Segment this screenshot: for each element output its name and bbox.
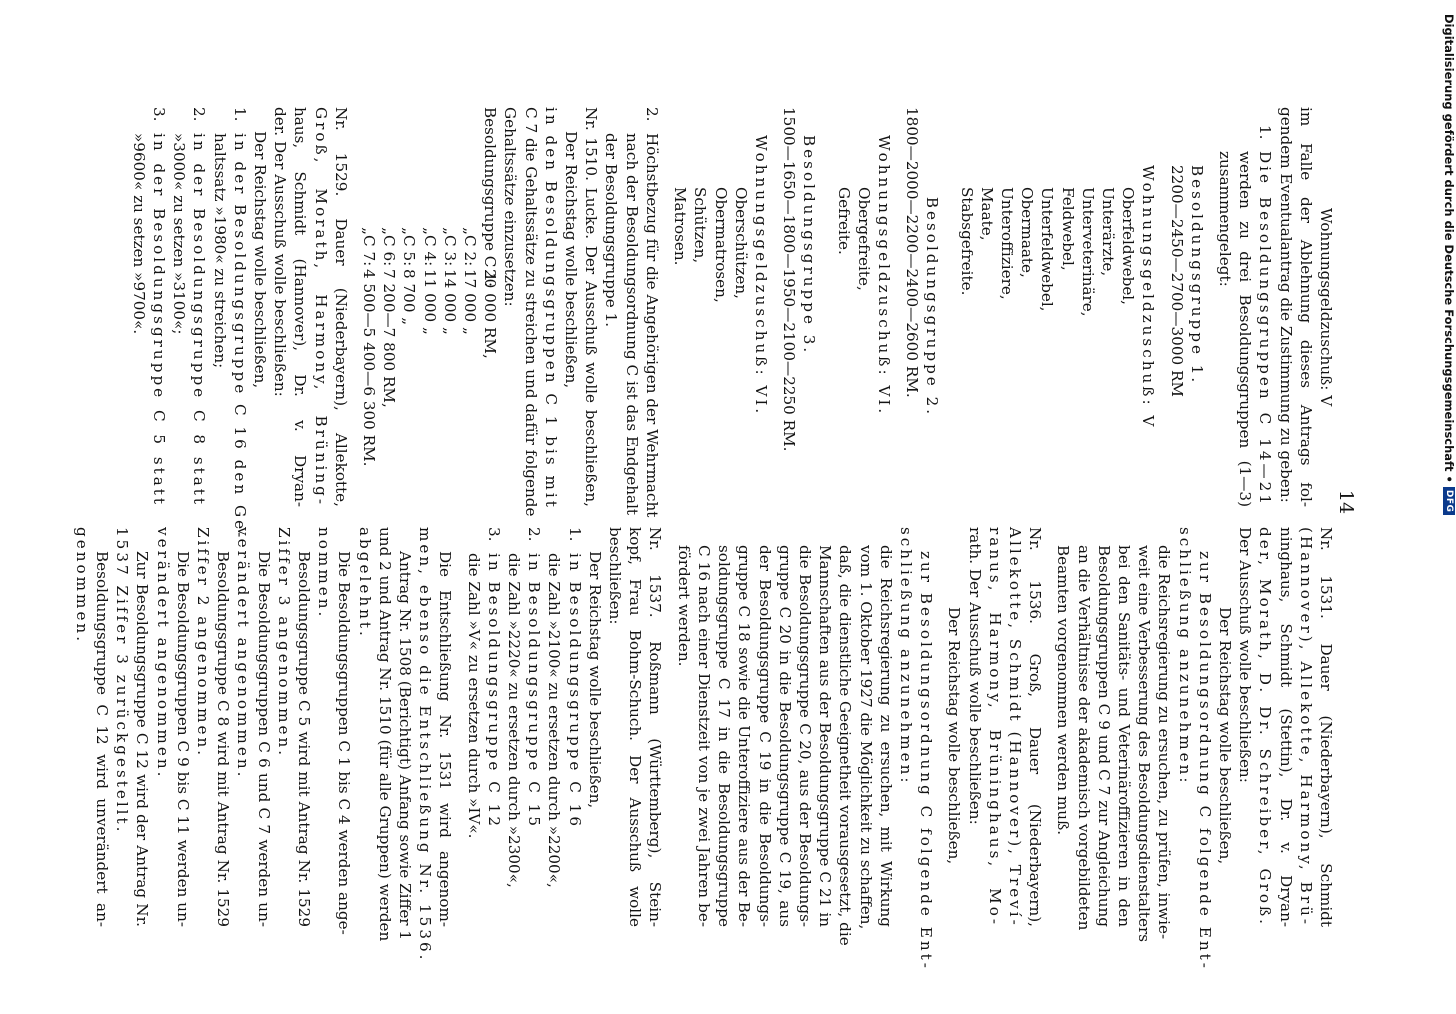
decision-line: verändert angenommen. xyxy=(153,527,172,780)
rank: Oberschützen, xyxy=(731,187,750,299)
body-line: Beamten vorgenommen werden muß. xyxy=(1054,545,1073,836)
body-line: daß, die dienstliche Geeignetheit vorausgesetzt, die xyxy=(836,545,855,946)
item-number: 1. xyxy=(565,527,584,542)
body-line: an die Verhältnisse der akademisch vorgebildeten xyxy=(1074,545,1093,931)
item-1-line-3: zusammengelegt: xyxy=(1215,151,1234,287)
rank: Obermatrosen, xyxy=(711,187,730,303)
body-line: die Besoldungsgruppe C 20, aus der Besoldungs- xyxy=(795,545,814,927)
nr1536-reichstag: Der Reichstag wolle beschließen, xyxy=(945,607,964,865)
body-line: Besoldungsgruppen C 9 und C 7 zur Angleichung xyxy=(1094,545,1113,927)
item-number: 2. xyxy=(525,527,544,542)
ctab-value: 8 700 „ xyxy=(400,269,419,326)
nr1536-line-2: Allekotte, Schmidt (Hannover), Treví- xyxy=(1005,527,1024,928)
nr1537-item-2 xyxy=(504,527,544,927)
bg2-wgz: Wohnungsgeldzuschuß: VI. xyxy=(874,135,893,417)
nr1536-zur-1: zur Besoldungsordnung C folgende Ent- xyxy=(917,551,936,971)
ctab-label: „ xyxy=(420,227,439,235)
item-1-line-2: werden zu drei Besoldungsgruppen (1—3) xyxy=(1236,151,1255,507)
decision xyxy=(152,527,192,927)
nr1531-line-5: Der Ausschuß wolle beschließen: xyxy=(1236,527,1255,783)
nr1536-line-4: rath. Der Ausschuß wolle beschließen: xyxy=(965,527,984,825)
wohnungsgeld-v: Wohnungsgeldzuschuß: V xyxy=(1317,207,1335,407)
body-line: gruppe C 20 in die Besoldungsgruppe C 19, aus xyxy=(775,545,794,927)
decision-line: Ziffer 2 angenommen. xyxy=(194,527,213,759)
nr1536-line-3: ranus, Harmony, Brüninghaus, Mo- xyxy=(985,527,1004,927)
nr1531-line-1: Nr. 1531. Dauer (Niederbayern), Schmidt xyxy=(1317,527,1335,927)
ctab-value: 4 500—5 400—6 300 RM. xyxy=(360,269,379,467)
decision xyxy=(354,527,415,942)
ctab-label: „ xyxy=(400,227,419,235)
ctab-label: „ xyxy=(461,227,480,235)
ctab-label: „ xyxy=(360,227,379,235)
body-line: fördert werden. xyxy=(674,545,693,667)
rank: Stabsgefreite. xyxy=(957,187,976,296)
item-number: 3. xyxy=(484,527,503,542)
ctab-group: C 3: xyxy=(440,235,459,267)
bg2-ranks xyxy=(833,107,873,507)
ctab-group: C 6: xyxy=(380,235,399,267)
ctab-label: „ xyxy=(440,227,459,235)
nr1529-line-1: Nr. 1529. Dauer (Niederbayern), Allekotte, xyxy=(331,107,350,507)
bg1-wgz: Wohnungsgeldzuschuß: V xyxy=(1139,165,1158,430)
decision-line: verändert angenommen. xyxy=(234,527,253,780)
body-line: der Besoldungsgruppe C 19 in die Besoldungs- xyxy=(755,545,774,927)
nr1536-line-1: Nr. 1536. Groß, Dauer (Niederbayern), xyxy=(1026,527,1045,927)
decision-line: Besoldungsgruppe C 12 wird unverändert an- xyxy=(93,551,112,927)
decision-line: 1537 Ziffer 3 zurückgestellt. xyxy=(113,527,132,835)
item-line: die Zahl »V« zu ersetzen durch »IV«. xyxy=(464,553,483,839)
decision xyxy=(233,527,273,927)
body-line: vom 1. Oktober 1927 die Möglichkeit zu schaffen, xyxy=(856,545,875,930)
nr1531-zur-1: zur Besoldungsordnung C folgende Ent- xyxy=(1195,551,1214,971)
item-2-line-2: nach der Besoldungsordnung C ist das Endgehalt xyxy=(622,133,641,516)
rank: Unteroffiziere, xyxy=(997,187,1016,300)
item-line: »9600« zu setzen »9700«. xyxy=(129,133,148,335)
decision-line: Die Besoldungsgruppen C 9 bis C 11 werden un- xyxy=(173,551,192,927)
nr1531-reichstag: Der Reichstag wolle beschließen, xyxy=(1215,607,1234,865)
body-line: die Reichsregierung zu ersuchen, mit Wirkung xyxy=(876,545,895,927)
nr1531-line-4: der, Morath, D. Dr. Schreiber, Groß. xyxy=(1256,527,1275,927)
nr1531-line-2: (Hannover), Allekotte, Harmony, Brü- xyxy=(1296,527,1315,927)
ctab-group: C 5: xyxy=(400,235,419,267)
decision-line: und 2 und Antrag Nr. 1510 (für alle Gruppen) werden xyxy=(375,527,394,942)
decision-line: men, ebenso die Entschließung Nr. 1536. xyxy=(416,527,435,963)
nr1510-line-2: C 7 die Gehaltssätze zu streichen und dafür folgende xyxy=(521,107,540,517)
nr1537-item-3 xyxy=(463,527,503,927)
nr1529-line-3: haus, Schmidt (Hannover), Dr. v. Dryan- xyxy=(291,107,310,507)
rank: Unterveterinäre, xyxy=(1078,187,1097,317)
body-line: die Reichsregierung zu ersuchen, zu prüfen, inwie- xyxy=(1155,545,1174,940)
item-line: in Besoldungsgruppe C 12 xyxy=(484,553,503,830)
nr1510-line-1: in den Besoldungsgruppen C 1 bis mit xyxy=(541,107,560,510)
decision-line: Die Entschließung Nr. 1531 wird angenom- xyxy=(436,551,455,927)
decision-line: Die Besoldungsgruppen C 1 bis C 4 werden ange- xyxy=(335,551,354,935)
bg3-salary: 1500—1650—1800—1950—2100—2250 RM. xyxy=(780,107,799,452)
nr1510-reichstag: Der Reichstag wolle beschließen, xyxy=(562,131,581,389)
gehaltssatz-table xyxy=(359,107,500,507)
rank: Unterfeldwebel, xyxy=(1038,187,1057,312)
ctab-group: C 4: xyxy=(420,235,439,267)
bg2-title: Besoldungsgruppe 2. xyxy=(923,196,942,418)
ctab-value: 7 200—7 800 RM, xyxy=(380,269,399,408)
decision xyxy=(415,527,455,963)
item-1-line-1: Die Besoldungsgruppen C 14—21 xyxy=(1256,151,1275,507)
nr1531-line-3: ninghaus, Schmidt (Stettin), Dr. v. Dryan- xyxy=(1276,527,1295,927)
dfg-logo: DFG xyxy=(1443,487,1455,516)
decision-line: Antrag Nr. 1508 (Berichtigt) Anfang sowie Ziffer 1 xyxy=(396,551,415,941)
rank: Unterärzte, xyxy=(1098,187,1117,277)
item-line: in der Besoldungsgruppe C 5 statt xyxy=(150,133,169,507)
nr1529-item-3 xyxy=(129,107,169,507)
body-line: Mannschaften aus der Besoldungsgruppe C 21 in xyxy=(816,545,835,927)
item-number: 2. xyxy=(190,107,209,122)
item-2 xyxy=(601,107,662,518)
bg1-ranks xyxy=(956,107,1138,507)
item-2-line-3: der Besoldungsgruppe 1. xyxy=(602,133,621,328)
nr1536-body xyxy=(674,527,896,946)
rank: Obermaate, xyxy=(1018,187,1037,278)
intro-line-1: im Falle der Ablehnung dieses Antrags fol- xyxy=(1296,107,1315,507)
item-line: die Zahl »2100« zu ersetzen durch »2200«, xyxy=(545,553,564,888)
ctab-value: 14 000 „ xyxy=(440,269,459,335)
decision-line: Die Besoldungsgruppen C 6 und C 7 werden un- xyxy=(254,551,273,927)
bg2-salary: 1800—2000—2200—2400—2600 RM. xyxy=(903,107,922,398)
ctab-label: „ xyxy=(380,227,399,235)
decision-line: abgelehnt. xyxy=(355,527,374,639)
decision xyxy=(314,527,354,935)
digitization-credit xyxy=(1442,8,1456,1014)
decision-line: Besoldungsgruppe C 5 wird mit Antrag Nr. 1529 xyxy=(295,551,314,927)
left-column xyxy=(129,107,1336,541)
decisions xyxy=(72,527,456,963)
nr1510-heading: Nr. 1510. Lucke. Der Ausschuß wolle beschließen, xyxy=(582,107,601,507)
rank: Oberfeldwebel, xyxy=(1119,187,1138,305)
item-2-line-1: Höchstbezug für die Angehörigen der Wehrmacht xyxy=(642,133,661,518)
ctab-value: 20 000 RM, xyxy=(481,269,500,359)
ctab-group: C 2: xyxy=(461,235,480,267)
decision-line: Zur Besoldungsgruppe C 12 wird der Antrag Nr. xyxy=(133,551,152,927)
rank: Maate, xyxy=(977,187,996,241)
decision-line: genommen. xyxy=(72,527,91,645)
decision xyxy=(72,527,112,927)
item-number: 1. xyxy=(1256,125,1275,140)
nr1529-reichstag: Der Reichstag wolle beschließen, xyxy=(251,131,270,389)
decision xyxy=(274,527,314,927)
body-line: C 16 nach einer Dienstzeit von je zwei Jahren be- xyxy=(694,545,713,927)
item-line: in Besoldungsgruppe C 16 xyxy=(565,553,584,830)
rank: Feldwebel, xyxy=(1058,187,1077,271)
decision-line: Besoldungsgruppe C 8 wird mit Antrag Nr. 1529 xyxy=(214,551,233,927)
nr1537-reichstag: Der Reichstag wolle beschließen, xyxy=(585,551,604,809)
nr1537-line-2: kopf, Frau Bohm-Schuch. Der Ausschuß wolle xyxy=(626,527,645,927)
nr1531-zur-2: schließung anzunehmen: xyxy=(1175,527,1194,786)
nr1529-item-1 xyxy=(209,107,249,541)
rank: Matrosen. xyxy=(671,187,690,266)
ctab-value: 11 000 „ xyxy=(420,269,439,335)
body-line: soldungsgruppe C 17 in die Besoldungsgruppe xyxy=(715,545,734,927)
nr1531-body xyxy=(1053,527,1174,943)
ctab-group: C 7: xyxy=(360,235,379,267)
intro-line-2: gendem Eventualantrag die Zustimmung zu geben: xyxy=(1276,107,1295,503)
body-line: bei den Sanitäts- und Veterinäroffizieren in den xyxy=(1114,545,1133,927)
bg3-ranks xyxy=(670,107,751,507)
item-line: haltssatz »1980« zu streichen; xyxy=(210,133,229,369)
item-line: in der Besoldungsgruppe C 16 den Ge- xyxy=(230,133,249,541)
body-line: gruppe C 18 sowie die Unteroffiziere aus der Be- xyxy=(735,545,754,927)
bg3-title: Besoldungsgruppe 3. xyxy=(800,135,819,356)
nr1529-line-2: Groß, Morath, Harmony, Brüning- xyxy=(311,107,330,507)
rank: Schützen, xyxy=(691,187,710,264)
item-number: 2. xyxy=(642,107,661,122)
bg1-salary: 2200—2450—2700—3000 RM xyxy=(1167,165,1186,397)
page-number: 14 xyxy=(1335,489,1357,515)
nr1537-item-1 xyxy=(544,527,584,927)
nr1536-zur-2: schließung anzunehmen: xyxy=(896,527,915,786)
item-number: 3. xyxy=(150,107,169,122)
nr1529-line-4: der. Der Ausschuß wolle beschließen: xyxy=(271,107,290,397)
rank: Obergefreite, xyxy=(854,187,873,291)
item-number: 1. xyxy=(230,107,249,122)
decision xyxy=(193,527,233,927)
bg3-wgz: Wohnungsgeldzuschuß: VI. xyxy=(751,135,770,417)
nr1537-line-3: beschließen: xyxy=(606,527,625,625)
right-column xyxy=(72,527,1336,971)
nr1529-item-2 xyxy=(169,107,209,507)
decision-line: Ziffer 3 angenommen. xyxy=(274,527,293,759)
nr1537-line-1: Nr. 1537. Roßmann (Württemberg), Stein- xyxy=(646,527,665,927)
item-line: in Besoldungsgruppe C 15 xyxy=(525,553,544,830)
ctab-value: 17 000 „ xyxy=(461,269,480,335)
credit-text: Digitalisierung gefördert durch die Deutsche Forschungsgemeinschaft • xyxy=(1442,14,1456,483)
ctab-label: Besoldungsgruppe C 1: xyxy=(481,107,500,287)
decision xyxy=(112,527,152,927)
item-1 xyxy=(1215,107,1276,507)
rank: Gefreite. xyxy=(834,187,853,255)
nr1510-line-3: Gehaltssätze einzusetzen: xyxy=(501,107,520,307)
item-line: in der Besoldungsgruppe C 8 statt xyxy=(190,133,209,507)
item-line: die Zahl »2220« zu ersetzen durch »2300«, xyxy=(505,553,524,888)
body-line: weit eine Verbesserung des Besoldungsdienstalters xyxy=(1135,545,1154,943)
bg1-title: Besoldungsgruppe 1. xyxy=(1187,165,1206,386)
item-line: »3000« zu setzen »3100«; xyxy=(170,133,189,335)
decision-line: nommen. xyxy=(315,527,334,620)
